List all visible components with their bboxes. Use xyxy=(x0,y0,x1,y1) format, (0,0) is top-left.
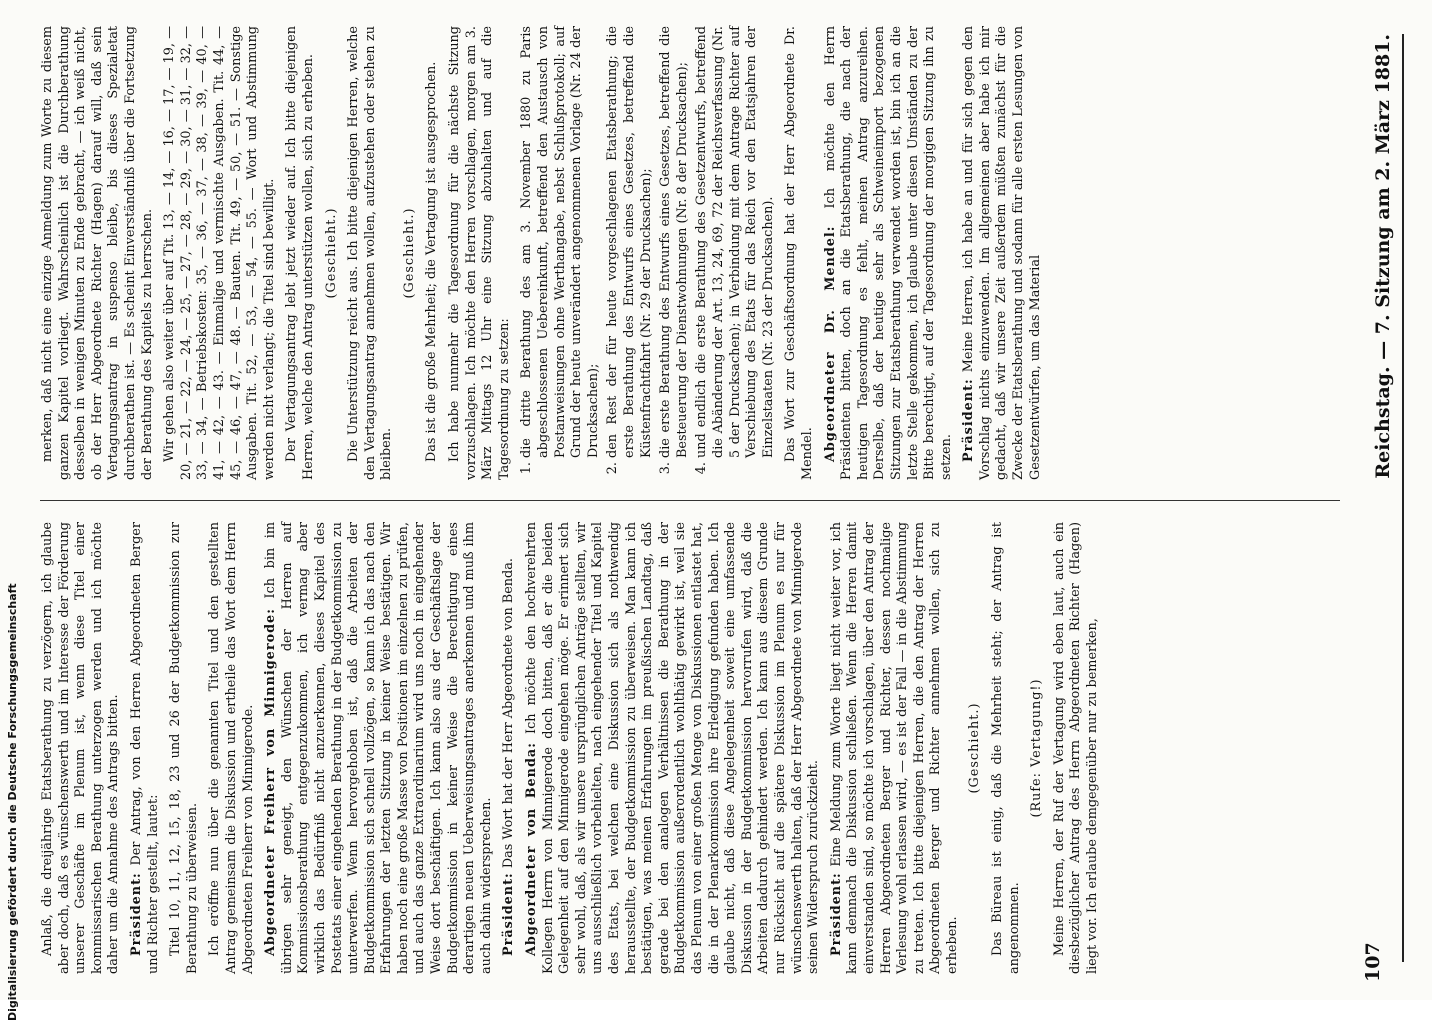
list-intro: und endlich xyxy=(694,379,710,458)
column-divider xyxy=(40,500,1340,501)
agenda-item: 2. den Rest der für heute vorgeschlagenen Etatsberathung; die erste Berathung des Entwurfs eines Gesetzes, betreffend die Küstenfrachtfahrt (Nr. 29 der Drucksachen); xyxy=(605,26,655,458)
speaker-name: Präsident: xyxy=(828,872,844,956)
paragraph: Das Wort zur Geschäftsordnung hat der Herr Abgeordnete Dr. Mendel. xyxy=(783,26,815,480)
page-number: 107 xyxy=(1362,942,1384,982)
credit-text: Digitalisierung gefördert durch die Deutsche Forschungsgemeinschaft xyxy=(6,583,19,1021)
agenda-item: 1. die dritte Berathung des am 3. November 1880 zu Paris abgeschlossenen Uebereinkunft, betreffend den Austausch von Postanweisungen ohne Werthangabe, nebst Schlußprotokoll; auf Grund der heute unverändert angenommenen Vorlage (Nr. 24 der Drucksachen); xyxy=(519,26,602,458)
paragraph xyxy=(129,522,162,974)
paragraph xyxy=(823,26,956,480)
header-title: Reichstag. — 7. Sitzung am 2. März 1881. xyxy=(1372,34,1394,479)
paragraph: Ich habe nunmehr die Tagesordnung für die nächste Sitzung vorzuschlagen. Ich möchte den Herren vorschlagen, morgen am 3. März Mittags 12 Uhr eine Sitzung abzuhalten und auf die Tagesordnung zu setzen: xyxy=(447,26,512,480)
paragraph xyxy=(263,522,495,974)
stage-direction: (Rufe: Vertagung!) xyxy=(1029,678,1045,818)
speech-text: Der Antrag, von den Herren Abgeordneten Berger und Richter gestellt, lautet: xyxy=(128,522,161,974)
page-header xyxy=(1362,34,1404,962)
speech-text: Das Wort hat der Herr Abgeordnete von Benda. xyxy=(501,558,517,869)
stage-direction: (Geschieht.) xyxy=(401,207,417,299)
paragraph: Der Vertagungsantrag lebt jetzt wieder auf. Ich bitte diejenigen Herren, welche den Antrag unterstützen wollen, sich zu erheben. xyxy=(284,26,316,480)
stage-direction: (Geschieht.) xyxy=(967,702,983,794)
agenda-item-text: die erste Berathung des Gesetzentwurfs, betreffend die Abänderung der Art. 13, 24, 69, 72 der Reichsverfassung (Nr. 5 der Drucksachen); in Verbindung mit dem Antrage Richter auf Verschiebung des Etats für das Reich vor den Etatsjahren der Einzelstaaten (Nr. 23 der Drucksachen). xyxy=(694,26,776,458)
paragraph xyxy=(961,26,1044,480)
agenda-item xyxy=(694,26,777,458)
right-column xyxy=(40,26,1340,480)
digitization-credit xyxy=(6,4,24,1021)
speaker-name: Abgeordneter Dr. Mendel: xyxy=(822,225,838,462)
speech-text: Eine Meldung zum Worte liegt nicht weiter vor, ich kann demnach die Diskussion schließen. Wenn die Herren damit einverstanden sind, so möchte ich vorschlagen, über den Antrag der Herren Abgeordneten Berger und Richter, dessen nochmalige Verlesung wohl erlassen wird, — es ist der Fall — in die Abstimmung zu treten. Ich bitte diejenigen Herren, die den Antrag der Herren Abgeordneten Berger und Richter annehmen wollen, sich zu erheben. xyxy=(828,522,960,974)
paragraph: Das Büreau ist einig, daß die Mehrheit steht; der Antrag ist angenommen. xyxy=(990,522,1022,974)
left-column xyxy=(40,522,1340,974)
speech-text: Meine Herren, ich habe an und für sich gegen den Vorschlag nichts einzuwenden. Im allgemeinen aber habe ich mir gedacht, daß wir unsere Zeit außerdem müßten zunächst für die Zwecke der Etatsberathung und sodann für alle ersten Lesungen von Gesetzentwürfen, um das Material xyxy=(961,25,1043,480)
paragraph: Anlaß, die dreijährige Etatsberathung zu verzögern, ich glaube aber doch, daß es wünschenswerth und im Interesse der Förderung unserer Geschäfte im Plenum ist, wenn diese Titel einer kommissarischen Berathung unterzogen werden und ich möchte daher um die Annahme des Antrags bitten. xyxy=(40,522,122,974)
speaker-name: Präsident: xyxy=(961,378,977,462)
speaker-name: Präsident: xyxy=(501,872,517,956)
speech-text: Ich bin im übrigen sehr geneigt, den Wünschen der Herren auf Kommissionsberathung entgegenzukommen, ich vermag aber wirklich das Bedürfniß nicht anzuerkennen, dieses Kapitel des Postetats einer eingehenden Berathung in der Budgetkommission zu unterwerfen. Wenn hervorgehoben ist, daß die Arbeiten der Budgetkommission sich schnell vollzögen, so kann ich das nach den Erfahrungen der letzten Sitzung in keiner Weise bestätigen. Wir haben noch eine große Masse von Positionen im einzelnen zu prüfen, und auch das ganze Extraordinarium wird uns noch in eingehender Weise dort beschäftigen. Ich kann also aus der Geschäftslage der Budgetkommission in keiner Weise die Berechtigung eines derartigen neuen Ueberweisungsantrages anerkennen und muß ihm auch dahin widersprechen. xyxy=(263,522,494,974)
paragraph xyxy=(829,522,962,974)
paragraph xyxy=(524,522,823,974)
paragraph: Das ist die große Mehrheit; die Vertagung ist ausgesprochen. xyxy=(424,61,440,462)
paragraph: Die Unterstützung reicht aus. Ich bitte diejenigen Herren, welche den Vertagungsantrag annehmen wollen, aufzustehen oder stehen zu bleiben. xyxy=(346,26,395,480)
agenda-item: 3. die erste Berathung des Entwurfs eines Gesetzes, betreffend die Besteuerung der Dienstwohnungen (Nr. 8 der Drucksachen); xyxy=(658,26,691,458)
paragraph: Ich eröffne nun über die genannten Titel und den gestellten Antrag gemeinsam die Diskussion und ertheile das Wort dem Herrn Abgeordneten Freiherr von Minnigerode. xyxy=(207,522,256,974)
stage-direction: (Geschieht.) xyxy=(323,207,339,299)
speech-text: Ich möchte den hochverehrten Kollegen Herrn von Minnigerode doch bitten, daß er die beiden Gelegenheit auf den Minnigerode eingehen möge. Er erinnert sich sehr wohl, daß, als wir unsere ursprünglichen Anträge stellten, wir uns ausschließlich vorbehielten, nach eingehender Titel und Kapitel des Etats, bei welchen eine Diskussion sich als nothwendig herausstellte, der Budgetkommission zu überweisen. Man kann ich bestätigen, was meinen Erfahrungen im preußischen Landtag, daß gerade bei den analogen Verhältnissen die Berathung in der Budgetkommission außerordentlich wohlthätig gewirkt ist, weil sie das Plenum von einer großen Menge von Diskussionen entlastet hat, die in der Plenarkommission ihre Erledigung gefunden haben. Ich glaube nicht, daß diese Angelegenheit soweit eine umfassende Diskussion in der Budgetkommission hervorrufen wird, daß die Arbeiten dadurch gehindert werden. Ich kann aus diesem Grunde nur Rücksicht auf die spätere Diskussion im Plenum es nur für wünschenswerth halten, daß der Herr Abgeordnete von Minnigerode seinen Widerspruch zurückzieht. xyxy=(524,522,822,974)
agenda-list xyxy=(519,26,777,480)
speaker-name: Abgeordneter von Benda: xyxy=(524,742,540,956)
speech-text: Ich möchte den Herrn Präsidenten bitten, doch an die Etatsberathung, die nach der heutigen Tagesordnung es fehlt, meinen Antrag anzureihen. Derselbe, daß der heutige sehr als Schweineimport bezogenen Sitzungen zur Etatsberathung verwendet worden ist, bin ich an die letzte Stelle gekommen, ich glaube unter diesen Umständen zu der Bitte berechtigt, auf der Tagesordnung der morgigen Sitzung ihn zu setzen. xyxy=(822,25,954,480)
speaker-name: Präsident: xyxy=(128,872,144,956)
paragraph: Meine Herren, der Ruf der Vertagung wird eben laut, auch ein diesbezüglicher Antrag des Herrn Abgeordneten Richter (Hagen) liegt vor. Ich erlaube demgegenüber nur zu bemerken, xyxy=(1051,522,1101,974)
speaker-name: Abgeordneter Freiherr von Minnigerode: xyxy=(263,608,279,956)
paragraph: Wir gehen also weiter über auf Tit. 13, — 14, — 16, — 17, — 19, — 20, — 21, — 22, — 24, — 25, — 27, — 28, — 29, — 30, — 31, — 32, — 33, — 34, — Betriebskosten: 35, — 36, — 37, — 38, — 39, — 40, — 41, — 42, — 43. — Einmalige und vermischte Ausgaben. Tit. 44, — 45, — 46, — 47, — 48. — Bauten. Tit. 49, — 50, — 51. — Sonstige Ausgaben. Tit. 52, — 53, — 54, — 55. — Wort und Abstimmung werden nicht verlangt; die Titel sind bewilligt. xyxy=(162,26,277,480)
paragraph: merken, daß nicht eine einzige Anmeldung zum Worte zu diesem ganzen Kapitel vorliegt. Wahrscheinlich ist die Durchberathung desselben in wenigen Minuten zu Ende gebracht, — ich weiß nicht, ob der Herr Abgeordnete Richter (Hagen) darauf will, daß sein Vertagungsantrag in suspenso bleibe, bis dieses Spezialetat durchberathen ist. — Es scheint Einverständniß über die Fortsetzung der Berathung des Kapitels zu herrschen. xyxy=(40,26,155,480)
paragraph xyxy=(501,522,518,974)
paragraph: Titel 10, 11, 12, 15, 18, 23 und 26 der Budgetkommission zur Berathung zu überweisen. xyxy=(168,522,200,974)
